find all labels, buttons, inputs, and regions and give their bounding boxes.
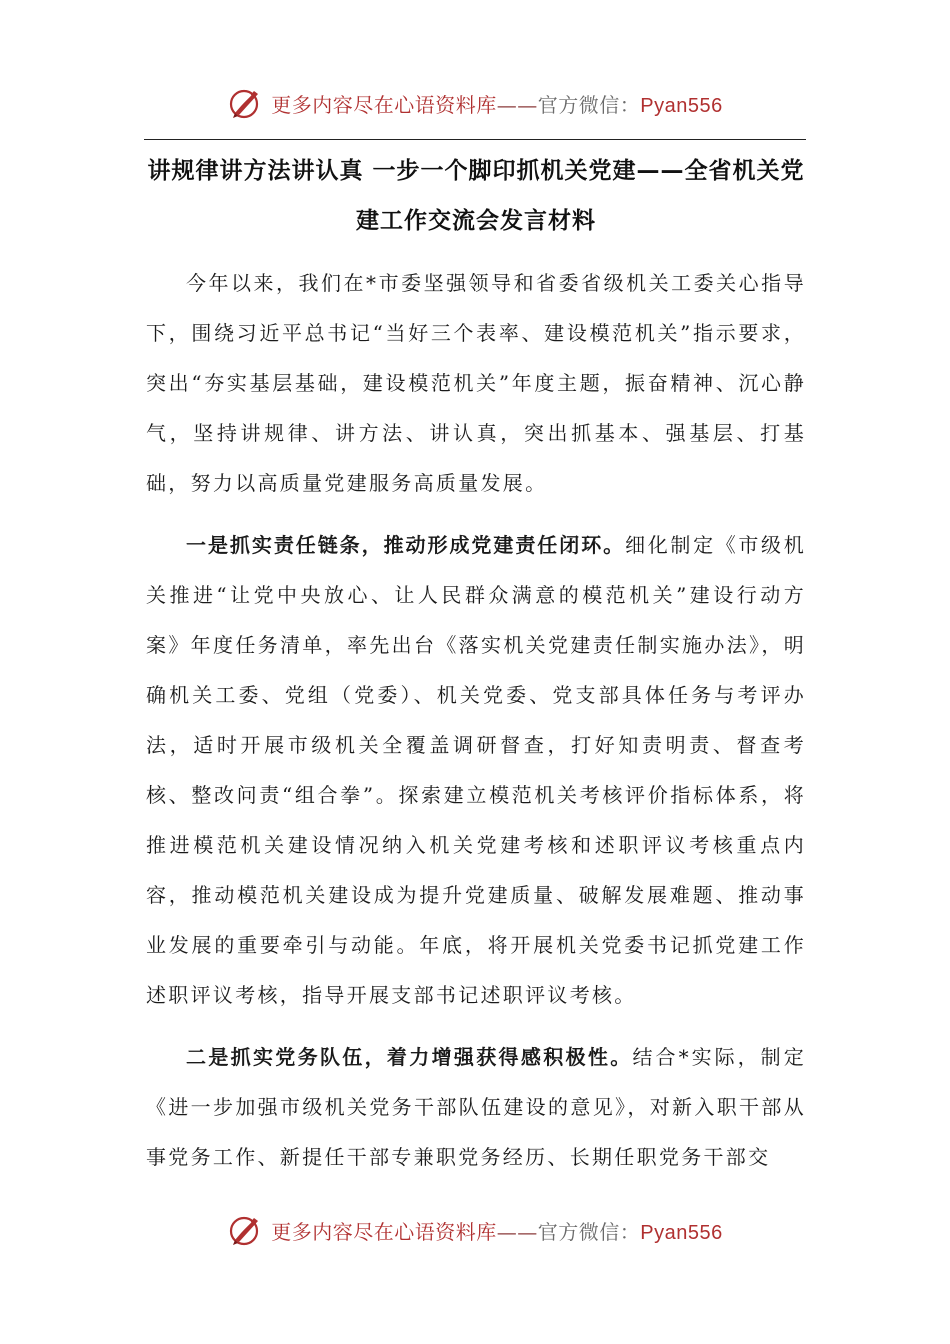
intro-paragraph: 今年以来，我们在*市委坚强领导和省委省级机关工委关心指导下，围绕习近平总书记“当好三个表率、建设模范机关”指示要求，突出“夯实基层基础，建设模范机关”年度主题，振奋精神、沉心静气，坚持讲规律、讲方法、讲认真，突出抓基本、强基层、打基础，努力以高质量党建服务高质量发展。	[146, 271, 806, 495]
quill-pen-logo-icon	[227, 1212, 263, 1248]
watermark-banner-bottom	[0, 1210, 950, 1250]
document-body	[146, 146, 806, 1182]
document-title: 讲规律讲方法讲认真 一步一个脚印抓机关党建——全省机关党建工作交流会发言材料	[147, 158, 805, 234]
watermark-text: 更多内容尽在心语资料库——官方微信：Pyan556	[271, 92, 723, 117]
header-rule	[144, 139, 806, 140]
section-body-2: 结合*实际，制定《进一步加强市级机关党务干部队伍建设的意见》，对新入职干部从事党务工作、新提任干部专兼职党务经历、长期任职党务干部交	[146, 1045, 806, 1169]
section-paragraph-2	[146, 1032, 806, 1182]
section-lead-1: 一是抓实责任链条，推动形成党建责任闭环。	[186, 533, 626, 557]
quill-pen-logo-icon	[227, 85, 263, 121]
section-paragraph-1	[146, 520, 806, 1020]
watermark-text: 更多内容尽在心语资料库——官方微信：Pyan556	[271, 1219, 723, 1244]
watermark-banner-top	[0, 83, 950, 123]
section-lead-2: 二是抓实党务队伍，着力增强获得感积极性。	[186, 1045, 633, 1069]
section-body-1: 细化制定《市级机关推进“让党中央放心、让人民群众满意的模范机关”建设行动方案》年度任务清单，率先出台《落实机关党建责任制实施办法》，明确机关工委、党组（党委）、机关党委、党支部具体任务与考评办法，适时开展市级机关全覆盖调研督查，打好知责明责、督查考核、整改问责“组合拳”。探索建立模范机关考核评价指标体系，将推进模范机关建设情况纳入机关党建考核和述职评议考核重点内容，推动模范机关建设成为提升党建质量、破解发展难题、推动事业发展的重要牵引与动能。年底，将开展机关党委书记抓党建工作述职评议考核，指导开展支部书记述职评议考核。	[146, 533, 806, 1007]
